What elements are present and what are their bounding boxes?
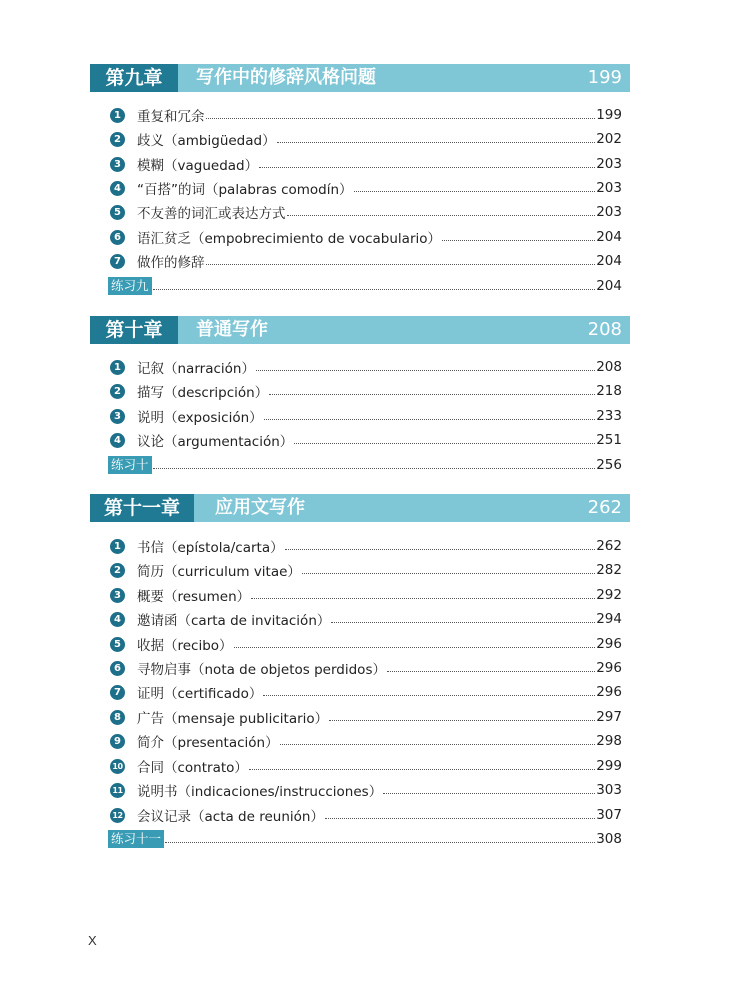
toc-entry[interactable] bbox=[110, 731, 622, 751]
number-badge: 3 bbox=[110, 157, 125, 172]
toc-exercise[interactable] bbox=[108, 276, 622, 296]
number-badge: 12 bbox=[110, 808, 125, 823]
leader-dots bbox=[287, 214, 596, 216]
entry-page: 204 bbox=[596, 253, 622, 269]
leader-dots bbox=[206, 263, 596, 265]
leader-dots bbox=[387, 670, 595, 672]
entry-title: 简历（curriculum vitae） bbox=[137, 564, 301, 580]
entry-title: 简介（presentación） bbox=[137, 735, 279, 751]
toc-entry[interactable] bbox=[110, 805, 622, 825]
entry-title: 模糊（vaguedad） bbox=[137, 158, 259, 174]
chapter-number: 第九章 bbox=[90, 64, 178, 92]
leader-dots bbox=[206, 117, 596, 119]
entry-title: 歧义（ambigüedad） bbox=[137, 133, 276, 149]
leader-dots bbox=[302, 572, 595, 574]
chapter-number: 第十章 bbox=[90, 316, 178, 344]
leader-dots bbox=[153, 467, 596, 469]
number-badge: 1 bbox=[110, 539, 125, 554]
entry-page: 294 bbox=[596, 611, 622, 627]
toc-entry[interactable] bbox=[110, 227, 622, 247]
chapter-page: 199 bbox=[587, 67, 622, 88]
chapter-page: 262 bbox=[587, 497, 622, 518]
entry-title: 寻物启事（nota de objetos perdidos） bbox=[137, 662, 386, 678]
leader-dots bbox=[251, 597, 595, 599]
toc-entry[interactable] bbox=[110, 129, 622, 149]
toc-entry[interactable] bbox=[110, 154, 622, 174]
toc-entry[interactable] bbox=[110, 682, 622, 702]
chapter-header-11[interactable] bbox=[90, 494, 630, 522]
entry-title: 说明书（indicaciones/instrucciones） bbox=[137, 784, 383, 800]
number-badge: 1 bbox=[110, 108, 125, 123]
entry-title: 书信（epístola/carta） bbox=[137, 540, 284, 556]
entry-page: 282 bbox=[596, 562, 622, 578]
leader-dots bbox=[325, 817, 595, 819]
number-badge: 1 bbox=[110, 360, 125, 375]
entry-page: 262 bbox=[596, 538, 622, 554]
leader-dots bbox=[285, 548, 596, 550]
entry-page: 256 bbox=[596, 457, 622, 473]
leader-dots bbox=[354, 190, 596, 192]
exercise-label: 练习十 bbox=[108, 456, 152, 474]
entry-title: 合同（contrato） bbox=[137, 760, 248, 776]
entry-page: 307 bbox=[596, 807, 622, 823]
leader-dots bbox=[442, 239, 595, 241]
toc-entry[interactable] bbox=[110, 658, 622, 678]
number-badge: 5 bbox=[110, 205, 125, 220]
number-badge: 6 bbox=[110, 230, 125, 245]
leader-dots bbox=[264, 418, 596, 420]
toc-entry[interactable] bbox=[110, 780, 622, 800]
entry-title: 会议记录（acta de reunión） bbox=[137, 809, 324, 825]
toc-exercise[interactable] bbox=[108, 455, 622, 475]
entry-page: 204 bbox=[596, 229, 622, 245]
toc-entry[interactable] bbox=[110, 560, 622, 580]
number-badge: 11 bbox=[110, 783, 125, 798]
leader-dots bbox=[277, 141, 596, 143]
number-badge: 2 bbox=[110, 384, 125, 399]
entry-page: 299 bbox=[596, 758, 622, 774]
number-badge: 3 bbox=[110, 588, 125, 603]
toc-entry[interactable] bbox=[110, 357, 622, 377]
toc-entry[interactable] bbox=[110, 251, 622, 271]
entry-page: 203 bbox=[596, 204, 622, 220]
number-badge: 10 bbox=[110, 759, 125, 774]
leader-dots bbox=[165, 841, 595, 843]
leader-dots bbox=[329, 719, 595, 721]
toc-entry[interactable] bbox=[110, 178, 622, 198]
entry-page: 296 bbox=[596, 636, 622, 652]
chapter-title: 应用文写作 bbox=[215, 497, 305, 518]
number-badge: 6 bbox=[110, 661, 125, 676]
entry-title: 不友善的词汇或表达方式 bbox=[137, 206, 286, 222]
exercise-label: 练习十一 bbox=[108, 830, 164, 848]
toc-entry[interactable] bbox=[110, 536, 622, 556]
entry-page: 303 bbox=[596, 782, 622, 798]
toc-entry[interactable] bbox=[110, 105, 622, 125]
number-badge: 4 bbox=[110, 433, 125, 448]
leader-dots bbox=[234, 646, 596, 648]
entry-title: 做作的修辞 bbox=[137, 255, 205, 271]
leader-dots bbox=[269, 393, 595, 395]
toc-entry[interactable] bbox=[110, 609, 622, 629]
toc-entry[interactable] bbox=[110, 381, 622, 401]
entry-title: 记叙（narración） bbox=[137, 361, 255, 377]
chapter-page: 208 bbox=[587, 319, 622, 340]
toc-entry[interactable] bbox=[110, 707, 622, 727]
toc-entry[interactable] bbox=[110, 585, 622, 605]
toc-exercise[interactable] bbox=[108, 829, 622, 849]
chapter-title: 写作中的修辞风格问题 bbox=[196, 67, 376, 88]
number-badge: 5 bbox=[110, 637, 125, 652]
entry-page: 203 bbox=[596, 180, 622, 196]
entry-page: 308 bbox=[596, 831, 622, 847]
entry-page: 199 bbox=[596, 107, 622, 123]
entry-page: 208 bbox=[596, 359, 622, 375]
entry-title: 语汇贫乏（empobrecimiento de vocabulario） bbox=[137, 231, 442, 247]
leader-dots bbox=[294, 442, 595, 444]
leader-dots bbox=[331, 621, 595, 623]
entry-title: 说明（exposición） bbox=[137, 410, 263, 426]
entry-title: “百搭”的词（palabras comodín） bbox=[137, 182, 353, 198]
entry-page: 204 bbox=[596, 278, 622, 294]
leader-dots bbox=[280, 743, 596, 745]
entry-page: 296 bbox=[596, 684, 622, 700]
number-badge: 3 bbox=[110, 409, 125, 424]
leader-dots bbox=[153, 288, 596, 290]
chapter-number: 第十一章 bbox=[90, 494, 194, 522]
leader-dots bbox=[249, 768, 595, 770]
entry-page: 203 bbox=[596, 156, 622, 172]
number-badge: 4 bbox=[110, 612, 125, 627]
entry-page: 296 bbox=[596, 660, 622, 676]
chapter-header-9[interactable] bbox=[90, 64, 630, 92]
entry-page: 218 bbox=[596, 383, 622, 399]
number-badge: 9 bbox=[110, 734, 125, 749]
exercise-label: 练习九 bbox=[108, 277, 152, 295]
toc-entry[interactable] bbox=[110, 756, 622, 776]
entry-page: 298 bbox=[596, 733, 622, 749]
toc-entry[interactable] bbox=[110, 406, 622, 426]
entry-title: 描写（descripción） bbox=[137, 385, 269, 401]
toc-entry[interactable] bbox=[110, 202, 622, 222]
toc-entry[interactable] bbox=[110, 430, 622, 450]
entry-page: 251 bbox=[596, 432, 622, 448]
entry-title: 广告（mensaje publicitario） bbox=[137, 711, 329, 727]
entry-page: 297 bbox=[596, 709, 622, 725]
entry-page: 292 bbox=[596, 587, 622, 603]
leader-dots bbox=[256, 369, 595, 371]
number-badge: 2 bbox=[110, 563, 125, 578]
entry-title: 邀请函（carta de invitación） bbox=[137, 613, 331, 629]
entry-title: 重复和冗余 bbox=[137, 109, 205, 125]
leader-dots bbox=[263, 694, 595, 696]
number-badge: 7 bbox=[110, 254, 125, 269]
entry-page: 233 bbox=[596, 408, 622, 424]
leader-dots bbox=[383, 792, 595, 794]
number-badge: 4 bbox=[110, 181, 125, 196]
entry-title: 议论（argumentación） bbox=[137, 434, 294, 450]
page-marker: X bbox=[88, 933, 97, 948]
chapter-title: 普通写作 bbox=[196, 319, 268, 340]
entry-title: 证明（certificado） bbox=[137, 686, 263, 702]
chapter-header-10[interactable] bbox=[90, 316, 630, 344]
entry-title: 概要（resumen） bbox=[137, 589, 251, 605]
entry-page: 202 bbox=[596, 131, 622, 147]
number-badge: 2 bbox=[110, 132, 125, 147]
number-badge: 7 bbox=[110, 685, 125, 700]
toc-entry[interactable] bbox=[110, 634, 622, 654]
leader-dots bbox=[259, 166, 595, 168]
number-badge: 8 bbox=[110, 710, 125, 725]
entry-title: 收据（recibo） bbox=[137, 638, 233, 654]
